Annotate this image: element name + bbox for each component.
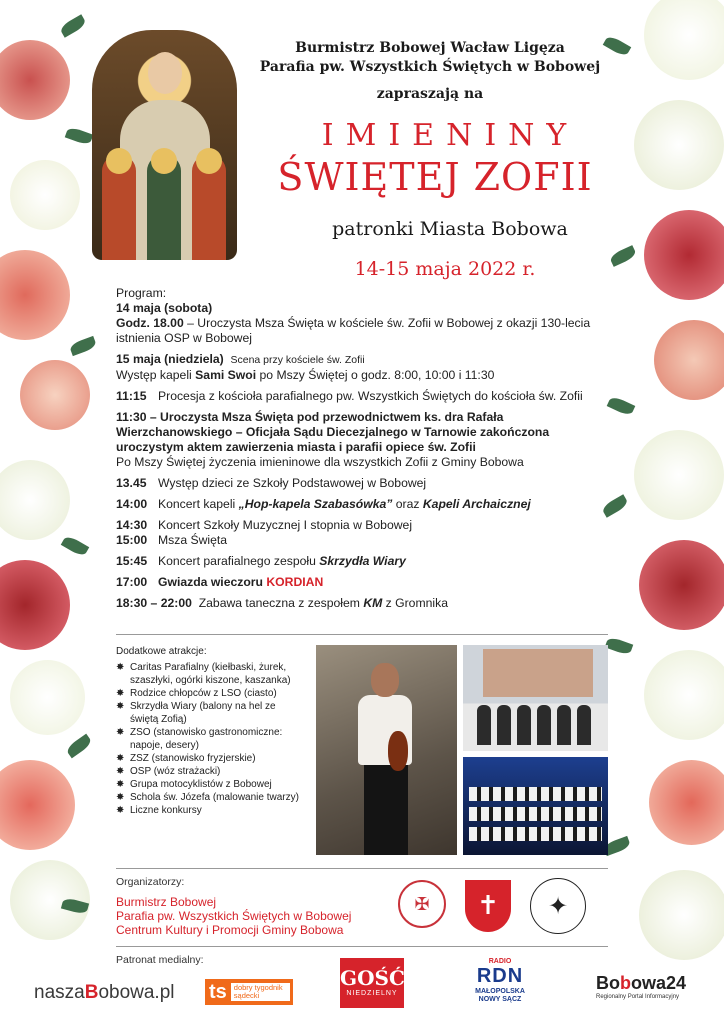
program-item-1115: 11:15 Procesja z kościoła parafialnego pw. Wszystkich Świętych do kościoła św. Zofii xyxy=(116,389,583,403)
attractions xyxy=(116,645,306,817)
parish-seal-icon: ✠ xyxy=(398,880,446,928)
title-swietej-zofii: ŚWIĘTEJ ZOFII xyxy=(277,155,593,199)
day1-label: 14 maja (sobota) xyxy=(116,301,213,315)
logo-dobry-tygodnik-sadecki: ts dobry tygodnik sądecki xyxy=(205,979,293,1005)
host-mayor: Burmistrz Bobowej Wacław Ligęza xyxy=(295,40,565,56)
media-label: Patronat medialny: xyxy=(116,954,204,966)
organizers-label: Organizatorzy: xyxy=(116,876,185,888)
list-item: ✸ OSP (wóz strażacki) xyxy=(116,765,306,778)
star-name: KORDIAN xyxy=(266,575,324,589)
logo-naszabobowa: naszaBobowa.pl xyxy=(34,982,175,1003)
list-item: ✸ Schola św. Józefa (malowanie twarzy) xyxy=(116,791,306,804)
list-item: ✸ Caritas Parafialny (kiełbaski, żurek, szaszłyki, ogórki kiszone, kaszanka) xyxy=(116,661,306,687)
program-item-1500: 15:00 Msza Święta xyxy=(116,533,228,547)
culture-centre-logo-icon: ✦ xyxy=(530,878,586,934)
organizer: Parafia pw. Wszystkich Świętych w Bobowej xyxy=(116,909,352,923)
host-parish: Parafia pw. Wszystkich Świętych w Bobowej xyxy=(259,59,601,75)
logo-radio-rdn: RADIO RDN MAŁOPOLSKA NOWY SĄCZ xyxy=(475,958,525,1003)
program-item-1830: 18:30 – 22:00 Zabawa taneczna z zespołem KM z Gromnika xyxy=(116,596,448,610)
bobowa-coat-of-arms-icon: ✝ xyxy=(465,880,511,932)
list-item: ✸ Skrzydła Wiary (balony na hel ze świętą Zofią) xyxy=(116,700,306,726)
list-item: ✸ ZSO (stanowisko gastronomiczne: napoje, desery) xyxy=(116,726,306,752)
photo-folk-band xyxy=(463,645,608,751)
logo-gosc-niedzielny: GOŚĆ NIEDZIELNY xyxy=(340,958,404,1008)
program-item-1545: 15:45 Koncert parafialnego zespołu Skrzydła Wiary xyxy=(116,554,406,568)
list-item: ✸ Liczne konkursy xyxy=(116,804,306,817)
day2-band-item: Występ kapeli Sami Swoi po Mszy Świętej o godz. 8:00, 10:00 i 11:30 xyxy=(116,368,495,382)
title-imieniny: IMIENINY xyxy=(321,118,579,153)
day1-item: Godz. 18.00 – Uroczysta Msza Święta w kościele św. Zofii w Bobowej z okazji 130-lecia istnienia OSP w Bobowej xyxy=(116,316,591,345)
subtitle: patronki Miasta Bobowa xyxy=(332,218,568,240)
divider xyxy=(116,634,608,635)
list-item: ✸ ZSZ (stanowisko fryzjerskie) xyxy=(116,752,306,765)
program-item-1345: 13.45 Występ dzieci ze Szkoły Podstawowej w Bobowej xyxy=(116,476,427,490)
program-heading: Program: xyxy=(116,286,167,300)
logo-bobowa24: Bobowa24 Regionalny Portal Informacyjny xyxy=(596,973,687,1000)
photo-violinist xyxy=(316,645,457,855)
event-dates: 14-15 maja 2022 r. xyxy=(354,258,536,280)
list-item: ✸ Grupa motocyklistów z Bobowej xyxy=(116,778,306,791)
saint-sophia-icon-painting xyxy=(92,30,237,260)
photo-choir xyxy=(463,757,608,855)
program-item-1430: 14:30 Koncert Szkoły Muzycznej I stopnia w Bobowej xyxy=(116,518,413,532)
organizer: Burmistrz Bobowej xyxy=(116,895,217,909)
organizer: Centrum Kultury i Promocji Gminy Bobowa xyxy=(116,923,344,937)
divider xyxy=(116,868,608,869)
program-item-1130: 11:30 – Uroczysta Msza Święta pod przewodnictwem ks. dra Rafała Wierzchanowskiego – Oficjała Sądu Diecezjalnego w Tarnowie zakończona uroczystym aktem zawierzenia miasta i parafii opiece św. Zofii Po Mszy Świętej życzenia imieninowe dla wszystkich Zofii z Gminy Bobowa xyxy=(116,410,550,469)
organizers-list xyxy=(116,895,351,937)
day2-label-row: 15 maja (niedziela) Scena przy kościele św. Zofii xyxy=(116,352,365,366)
list-item: ✸ Rodzice chłopców z LSO (ciasto) xyxy=(116,687,306,700)
program-item-1400: 14:00 Koncert kapeli „Hop-kapela Szabasówka” oraz Kapeli Archaicznej xyxy=(116,497,531,511)
attractions-list xyxy=(116,661,306,817)
floral-border-left xyxy=(0,0,100,1024)
invite-text: zapraszają na xyxy=(376,86,484,102)
attractions-title: Dodatkowe atrakcje: xyxy=(116,646,207,657)
divider xyxy=(116,946,608,947)
program xyxy=(116,286,616,617)
program-item-1700: 17:00 Gwiazda wieczoru KORDIAN xyxy=(116,575,324,589)
